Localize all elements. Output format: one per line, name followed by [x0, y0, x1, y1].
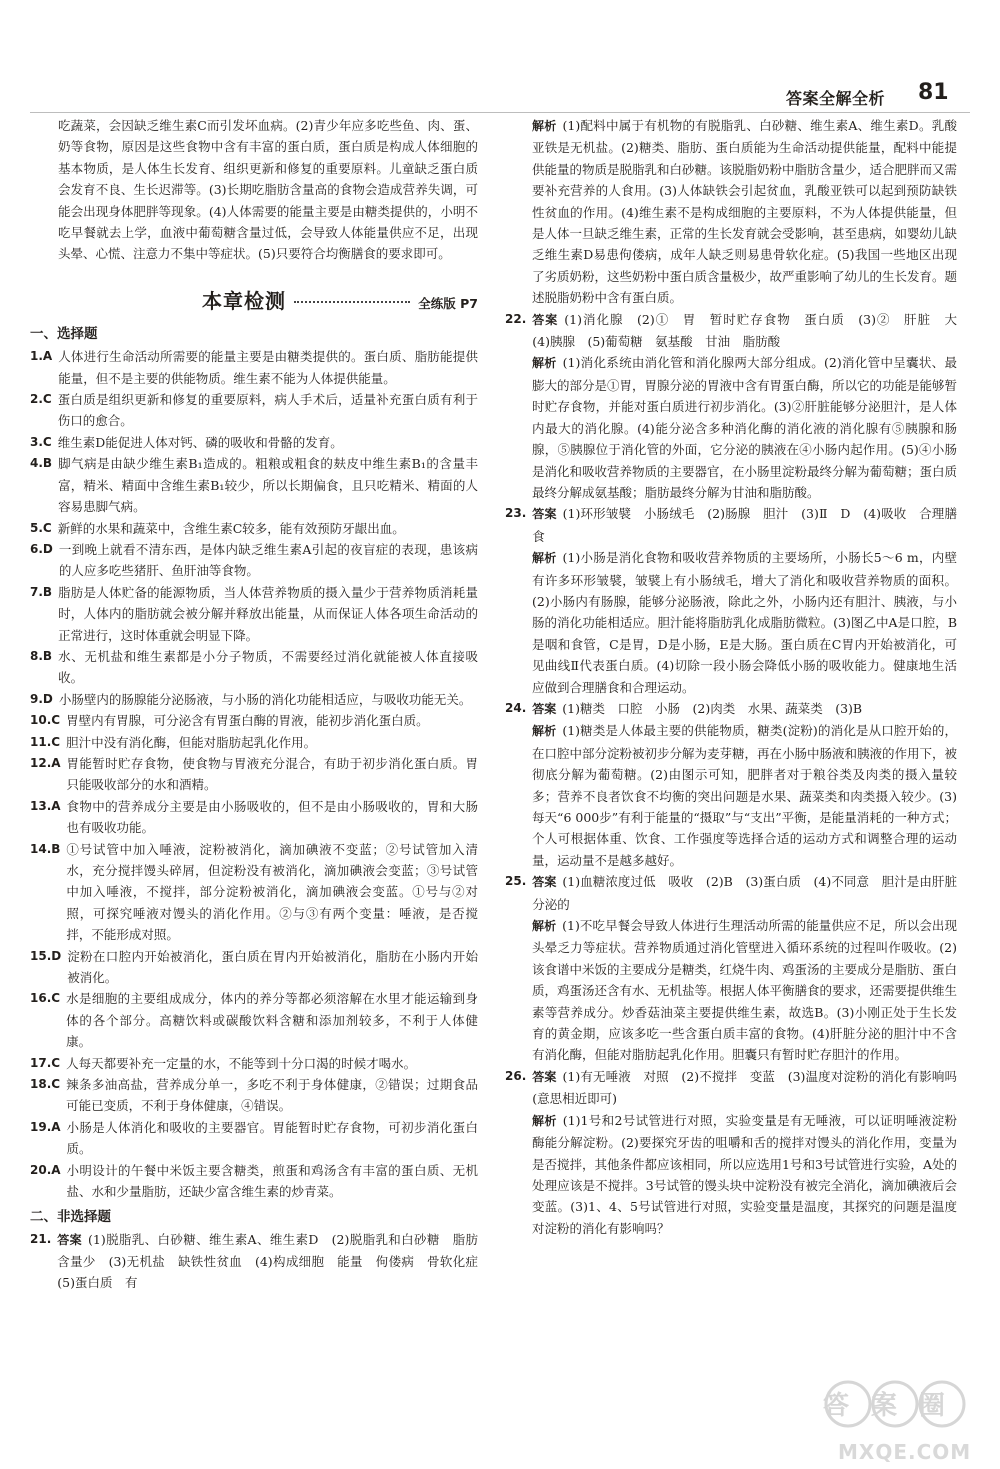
answer-number: 2.C — [30, 392, 52, 407]
answer-text: 人每天都要补充一定量的水，不能等到十分口渴的时候才喝水。 — [66, 1055, 417, 1071]
analysis-21 — [532, 115, 957, 309]
analysis-text: (1)配料中属于有机物的有脱脂乳、白砂糖、维生素A、维生素D。乳酸亚铁是无机盐。(2)糖类、脂肪、蛋白质能为生命活动提供能量，配料中能提供能量的物质是脱脂乳和白砂糖。该脱脂奶粉中脂肪含量少，适合肥胖而又需要补充营养的人食用。(3)人体缺铁会引起贫血，乳酸亚铁可以起到预防缺铁性贫血的作用。(4)维生素不是构成细胞的主要原料，不为人体提供能量，但是人体一旦缺乏维生素，正常的生长发育就会受影响，甚至患病，如婴幼儿缺乏维生素D易患佝偻病，成年人缺乏则易患骨软化症。(5)我国一些地区出现了劣质奶粉，这些奶粉中蛋白质含量极少，故严重影响了幼儿的生长发育。题述脱脂奶粉中含有蛋白质。 — [532, 118, 958, 306]
answer-number: 4.B — [30, 456, 53, 471]
answer-number: 7.B — [30, 584, 53, 599]
answer-label: 答案 — [532, 312, 559, 327]
choice-answer-item — [30, 346, 478, 389]
right-column — [505, 115, 970, 1239]
answer-text: 一到晚上就看不清东西，是体内缺乏维生素A引起的夜盲症的表现，患该病的人应多吃些猪肝、鱼肝油等食物。 — [58, 541, 478, 579]
answer-number: 8.B — [30, 648, 53, 663]
analysis-text: (1)不吃早餐会导致人体进行生理活动所需的能量供应不足，所以会出现头晕乏力等症状。营养物质通过消化管壁进入循环系统的过程叫作吸收。(2)该食谱中米饭的主要成分是糖类，红烧牛肉、鸡蛋汤的主要成分是脂肪、蛋白质，鸡蛋汤还含有水、无机盐等。根据人体平衡膳食的要求，还需要提供维生素等营养成分。炒香菇油菜主要提供维生素，故选B。(3)小刚正处于生长发育的黄金期，应该多吃一些含蛋白质丰富的食物。(4)肝脏分泌的胆汁中不含有消化酶，但能对脂肪起乳化作用。胆囊只有暂时贮存胆汁的作用。 — [532, 918, 958, 1063]
answer-item-26 — [505, 1066, 957, 1110]
choice-answer-item — [30, 753, 478, 796]
watermark-logo-text: 答案圈 — [822, 1391, 968, 1421]
choice-answer-item — [30, 796, 478, 839]
answer-text: 淀粉在口腔内开始被消化，蛋白质在胃内开始被消化，脂肪在小肠内开始被消化。 — [67, 948, 478, 986]
answer-label: 答案 — [532, 701, 557, 716]
answer-number: 14.B — [30, 841, 61, 856]
answer-number: 15.D — [30, 948, 62, 963]
answer-number: 19.A — [30, 1119, 61, 1134]
answer-text — [532, 871, 957, 915]
answer-text — [532, 1066, 957, 1110]
answer-number: 9.D — [30, 691, 53, 706]
answer-number: 17.C — [30, 1055, 61, 1070]
answer-content: (1)脱脂乳、白砂糖、维生素A、维生素D (2)脱脂乳和白砂糖 脂肪含量少 (3)无机盐 缺铁性贫血 (4)构成细胞 能量 佝偻病 骨软化症 (5)蛋白质 有 — [57, 1231, 491, 1291]
choice-answer-item — [30, 988, 478, 1052]
analysis-24 — [532, 720, 957, 871]
choice-answer-item — [30, 518, 478, 539]
answer-text: 新鲜的水果和蔬菜中，含维生素C较多，能有效预防牙龈出血。 — [57, 520, 405, 536]
analysis-label: 解析 — [532, 1113, 557, 1128]
answer-text: 胆汁中没有消化酶，但能对脂肪起乳化作用。 — [66, 734, 317, 750]
choice-answer-item — [30, 1160, 478, 1203]
answer-number: 20.A — [30, 1162, 61, 1177]
choice-answer-item — [30, 389, 478, 432]
chapter-leader-dots — [294, 301, 410, 303]
analysis-label: 解析 — [532, 724, 557, 739]
answer-number: 26. — [505, 1068, 527, 1083]
answer-number: 24. — [505, 700, 527, 715]
answer-label: 答案 — [57, 1232, 82, 1247]
answer-number: 12.A — [30, 755, 61, 770]
answer-text: 蛋白质是组织更新和修复的重要原料，病人手术后，适量补充蛋白质有利于伤口的愈合。 — [57, 392, 478, 429]
choice-answer-item — [30, 1074, 478, 1117]
choice-answer-item — [30, 582, 478, 646]
answer-number: 18.C — [30, 1077, 61, 1092]
answer-number: 23. — [505, 506, 527, 521]
section-nonchoice-heading: 二、非选择题 — [30, 1208, 111, 1225]
section-choice-heading: 一、选择题 — [30, 326, 98, 343]
choice-answer-item — [30, 1117, 478, 1160]
answer-item-23 — [505, 503, 957, 547]
answer-text: 辣条多油高盐，营养成分单一，多吃不利于身体健康，②错误；过期食品可能已变质，不利于身体健康，④错误。 — [66, 1077, 478, 1114]
answer-text: 胃壁内有胃腺，可分泌含有胃蛋白酶的胃液，能初步消化蛋白质。 — [66, 713, 429, 729]
analysis-22 — [532, 352, 957, 503]
choice-answer-item — [30, 732, 478, 753]
choice-answer-item — [30, 539, 478, 582]
answer-text: 食物中的营养成分主要是由小肠吸收的，但不是由小肠吸收的，胃和大肠也有吸收功能。 — [66, 798, 478, 836]
answer-content: (1)环形皱襞 小肠绒毛 (2)肠腺 胆汁 (3)Ⅱ D (4)吸收 合理膳食 — [532, 506, 957, 544]
choice-answer-item — [30, 946, 478, 989]
answer-number: 1.A — [30, 349, 53, 364]
analysis-text: (1)消化系统由消化管和消化腺两大部分组成。(2)消化管中呈囊状、最膨大的部分是①胃，胃腺分泌的胃液中含有胃蛋白酶，所以它的功能是能够暂时贮存食物，并能对蛋白质进行初步消化。(3)②肝脏能够分泌胆汁，是人体内最大的消化腺。(4)能分泌含多种消化酶的消化液的消化腺有⑤胰腺和肠腺，⑤胰腺位于消化管的外面，它分泌的胰液在④小肠内起作用。(5)④小肠是消化和吸收营养物质的主要器官，在小肠里淀粉最终分解为葡萄糖；蛋白质最终分解成氨基酸；脂肪最终分解为甘油和脂肪酸。 — [532, 355, 958, 500]
left-column — [30, 115, 491, 1294]
analysis-label: 解析 — [532, 919, 557, 934]
chapter-title: 本章检测 — [202, 288, 286, 313]
analysis-text: (1)小肠是消化食物和吸收营养物质的主要场所，小肠长5～6 m，内壁有许多环形皱襞，皱襞上有小肠绒毛，增大了消化和吸收营养物质的面积。(2)小肠内有肠腺，能够分泌肠液，除此之外，小肠内还有胆汁、胰液，与小肠的消化功能相适应。胆汁能将脂肪乳化成脂肪微粒。(3)图乙中A是口腔，B是咽和食管，C是胃，D是小肠，E是大肠。蛋白质在C胃内开始被消化，可见曲线Ⅱ代表蛋白质。(4)切除一段小肠会降低小肠的吸收能力。健康地生活应做到合理膳食和合理运动。 — [532, 550, 957, 695]
answer-number: 11.C — [30, 734, 61, 749]
answer-text: 小明设计的午餐中米饭主要含糖类，煎蛋和鸡汤含有丰富的蛋白质、无机盐、水和少量脂肪，还缺少富含维生素的炒青菜。 — [66, 1162, 478, 1200]
choice-answer-item — [30, 453, 478, 517]
intro-paragraph: 吃蔬菜，会因缺乏维生素C而引发坏血病。(2)青少年应多吃些鱼、肉、蛋、奶等食物，原因是这些食物中含有丰富的蛋白质，蛋白质是构成人体细胞的基本物质，是人体生长发育、组织更新和修复的重要原料。儿童缺乏蛋白质会发育不良、生长迟滞等。(3)长期吃脂肪含量高的食物会造成营养失调，可能会出现身体肥胖等现象。(4)人体需要的能量主要是由糖类提供的，小明不吃早餐就去上学，血液中葡萄糖含量过低，会导致人体能量供应不足，出现头晕、心慌、注意力不集中等症状。(5)只要符合均衡膳食的要求即可。 — [58, 118, 478, 262]
choice-answer-item — [30, 710, 478, 731]
answer-number: 21. — [30, 1231, 52, 1246]
choice-answer-list — [30, 346, 478, 1202]
answer-content: (1)有无唾液 对照 (2)不搅拌 变蓝 (3)温度对淀粉的消化有影响吗(意思相近即可) — [532, 1068, 957, 1107]
answer-text: 水是细胞的主要组成成分，体内的养分等都必须溶解在水里才能运输到身体的各个部分。高糖饮料或碳酸饮料含糖和添加剂较多，不利于人体健康。 — [66, 991, 478, 1050]
answer-text: 脚气病是由缺少维生素B₁造成的。粗粮或粗食的麸皮中维生素B₁的含量丰富，精米、精面中含维生素B₁较少，所以长期偏食，且只吃精米、精面的人容易患脚气病。 — [58, 456, 478, 515]
answer-number: 5.C — [30, 520, 52, 535]
choice-answer-item — [30, 646, 478, 689]
answer-text — [532, 309, 970, 353]
answer-label: 答案 — [532, 507, 557, 522]
chapter-reference: 全练版 P7 — [418, 295, 478, 311]
answer-text: ①号试管中加入唾液，淀粉被消化，滴加碘液不变蓝；②号试管加入清水，充分搅拌馒头碎屑，但淀粉没有被消化，滴加碘液会变蓝；③号试管中加入唾液，不搅拌，部分淀粉被消化，滴加碘液会变蓝。①号与②对照，可探究唾液对馒头的消化作用。②与③有两个变量：唾液，是否搅拌，不能形成对照。 — [66, 841, 478, 943]
answer-text: 水、无机盐和维生素都是小分子物质，不需要经过消化就能被人体直接吸收。 — [58, 648, 478, 686]
answer-text: 人体进行生命活动所需要的能量主要是由糖类提供的。蛋白质、脂肪能提供能量，但不是主要的供能物质。维生素不能为人体提供能量。 — [58, 349, 478, 386]
analysis-label: 解析 — [532, 356, 557, 371]
answer-item-25 — [505, 871, 957, 915]
page-number: 81 — [918, 80, 949, 105]
answer-label: 答案 — [532, 875, 557, 890]
analysis-25 — [532, 915, 957, 1066]
answer-number: 13.A — [30, 798, 61, 813]
answer-item-24 — [505, 698, 957, 720]
answer-content: (1)血糖浓度过低 吸收 (2)B (3)蛋白质 (4)不同意 胆汁是由肝脏分泌的 — [532, 874, 957, 912]
answer-text — [532, 503, 957, 547]
answer-number: 22. — [505, 311, 527, 326]
answer-number: 3.C — [30, 434, 52, 449]
answer-text: 脂肪是人体贮备的能源物质，当人体营养物质的摄入量少于营养物质消耗量时，人体内的脂肪就会被分解并释放出能量，从而保证人体各项生命活动的正常进行，这时体重就会明显下降。 — [58, 584, 478, 643]
answer-content: (1)消化腺 (2)① 胃 暂时贮存食物 蛋白质 (3)② 肝脏 大 (4)胰腺 (5)葡萄糖 氨基酸 甘油 脂肪酸 — [532, 311, 970, 350]
answer-text — [532, 698, 957, 720]
chapter-heading — [30, 288, 478, 314]
answer-text: 小肠壁内的肠腺能分泌肠液，与小肠的消化功能相适应，与吸收功能无关。 — [58, 691, 472, 707]
header-title: 答案全解全析 — [786, 89, 886, 108]
analysis-label: 解析 — [532, 551, 557, 566]
answer-label: 答案 — [532, 1069, 557, 1084]
answer-number: 10.C — [30, 713, 61, 728]
answer-text: 维生素D能促进人体对钙、磷的吸收和骨骼的发育。 — [57, 434, 343, 450]
analysis-text: (1)1号和2号试管进行对照，实验变量是有无唾液，可以证明唾液淀粉酶能分解淀粉。(2)要探究牙齿的咀嚼和舌的搅拌对馒头的消化作用，变量为是否搅拌，其他条件都应该相同，所以应选用1号和3号试管进行实验，A处的处理应该是不搅拌。3号试管的馒头块中淀粉没有被完全消化，滴加碘液后会变蓝。(3)1、4、5号试管进行对照，实验变量是温度，其探究的问题是温度对淀粉的消化有影响吗？ — [532, 1112, 957, 1236]
choice-answer-item — [30, 839, 478, 946]
answer-content: (1)糖类 口腔 小肠 (2)肉类 水果、蔬菜类 (3)B — [562, 700, 863, 716]
analysis-label: 解析 — [532, 119, 557, 133]
analysis-23 — [532, 547, 957, 698]
answer-number: 16.C — [30, 991, 61, 1006]
answer-text — [57, 1229, 491, 1294]
watermark-text: MXQE.COM — [838, 1440, 972, 1464]
answer-text: 胃能暂时贮存食物，使食物与胃液充分混合，有助于初步消化蛋白质。胃只能吸收部分的水和酒精。 — [66, 755, 478, 793]
analysis-text: (1)糖类是人体最主要的供能物质，糖类(淀粉)的消化是从口腔开始的，在口腔中部分淀粉被初步分解为麦芽糖，再在小肠中肠液和胰液的作用下，被彻底分解为葡萄糖。(2)由图示可知，肥胖者对于粮谷类及肉类的摄入量较多；营养不良者饮食不均衡的突出问题是水果、蔬菜类和肉类摄入较少。(3)每天“6 000步”有利于能量的“摄取”与“支出”平衡，是能量消耗的一种方式；个人可根据体重、饮食、工作强度等选择合适的运动方式和调整合理的运动量，运动量不是越多越好。 — [532, 723, 958, 868]
choice-answer-item — [30, 689, 478, 710]
answer-number: 6.D — [30, 541, 53, 556]
analysis-26 — [532, 1110, 957, 1239]
header-divider — [30, 112, 970, 113]
answer-text: 小肠是人体消化和吸收的主要器官。胃能暂时贮存食物，可初步消化蛋白质。 — [66, 1119, 478, 1157]
answer-number: 25. — [505, 874, 527, 889]
choice-answer-item — [30, 1053, 478, 1074]
answer-item-21 — [30, 1229, 491, 1294]
answer-item-22 — [505, 309, 970, 353]
choice-answer-item — [30, 432, 478, 453]
